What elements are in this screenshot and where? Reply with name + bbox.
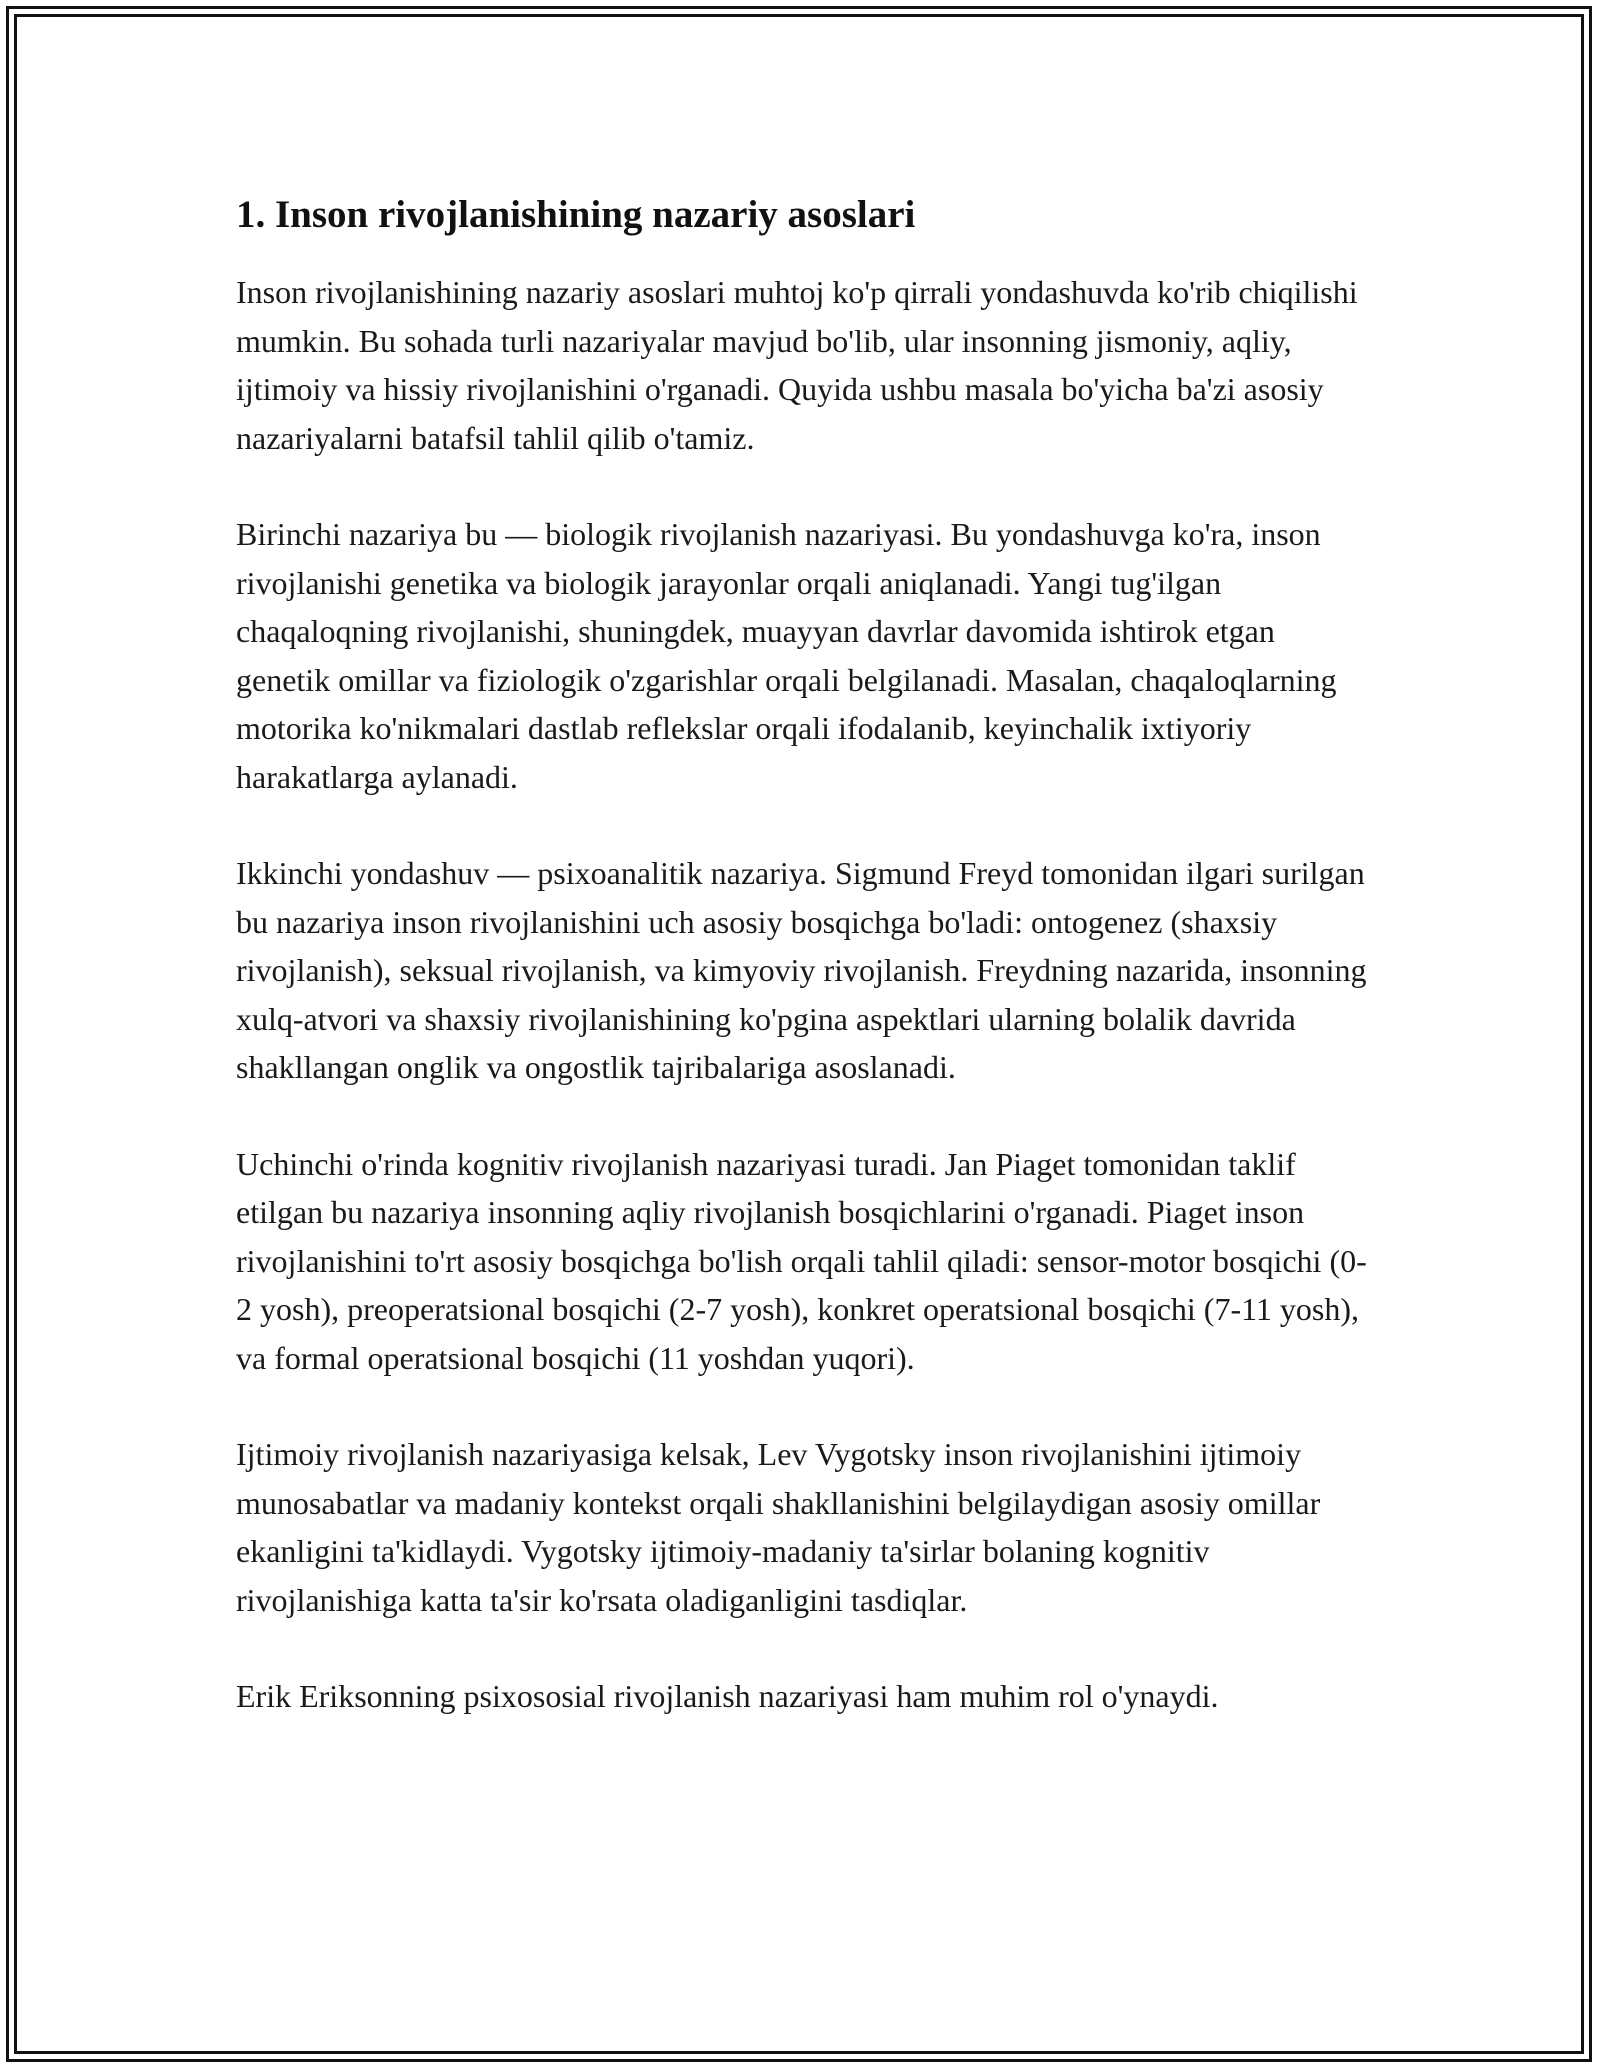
paragraph-biological-theory: Birinchi nazariya bu — biologik rivojlanish nazariyasi. Bu yondashuvga ko'ra, inson rivojlanishi genetika va biologik jarayonlar orqali aniqlanadi. Yangi tug'ilgan chaqaloqning rivojlanishi, shuningdek, muayyan davrlar davomida ishtirok etgan genetik omillar va fiziologik o'zgarishlar orqali belgilanadi. Masalan, chaqaloqlarning motorika ko'nikmalari dastlab reflekslar orqali ifodalanib, keyinchalik ixtiyoriy harakatlarga aylanadi. [236, 516, 1337, 795]
paragraph-intro: Inson rivojlanishining nazariy asoslari muhtoj ko'p qirrali yondashuvda ko'rib chiqilishi mumkin. Bu sohada turli nazariyalar mavjud bo'lib, ular insonning jismoniy, aqliy, ijtimoiy va hissiy rivojlanishini o'rganadi. Quyida ushbu masala bo'yicha ba'zi asosiy nazariyalarni batafsil tahlil qilib o'tamiz. [236, 274, 1358, 456]
paragraph-psychosocial-theory: Erik Eriksonning psixososial rivojlanish nazariyasi ham muhim rol o'ynaydi. [236, 1678, 1219, 1714]
paragraph-cognitive-theory: Uchinchi o'rinda kognitiv rivojlanish nazariyasi turadi. Jan Piaget tomonidan taklif etilgan bu nazariya insonning aqliy rivojlanish bosqichlarini o'rganadi. Piaget inson rivojlanishini to'rt asosiy bosqichga bo'lish orqali tahlil qiladi: sensor-motor bosqichi (0-2 yosh), preoperatsional bosqichi (2-7 yosh), konkret operatsional bosqichi (7-11 yosh), va formal operatsional bosqichi (11 yoshdan yuqori). [236, 1145, 1367, 1376]
document-body [236, 186, 1376, 1769]
paragraph-social-theory: Ijtimoiy rivojlanish nazariyasiga kelsak, Lev Vygotsky inson rivojlanishini ijtimoiy munosabatlar va madaniy kontekst orqali shakllanishini belgilaydigan asosiy omillar ekanligini ta'kidlaydi. Vygotsky ijtimoiy-madaniy ta'sirlar bolaning kognitiv rivojlanishiga katta ta'sir ko'rsata oladiganligini tasdiqlar. [236, 1436, 1321, 1618]
paragraph-psychoanalytic-theory: Ikkinchi yondashuv — psixoanalitik nazariya. Sigmund Freyd tomonidan ilgari surilgan bu nazariya inson rivojlanishini uch asosiy bosqichga bo'ladi: ontogenez (shaxsiy rivojlanish), seksual rivojlanish, va kimyoviy rivojlanish. Freydning nazarida, insonning xulq-atvori va shaxsiy rivojlanishining ko'pgina aspektlari ularning bolalik davrida shakllangan onglik va ongostlik tajribalariga asoslanadi. [236, 855, 1367, 1085]
section-heading: 1. Inson rivojlanishining nazariy asoslari [236, 193, 916, 236]
